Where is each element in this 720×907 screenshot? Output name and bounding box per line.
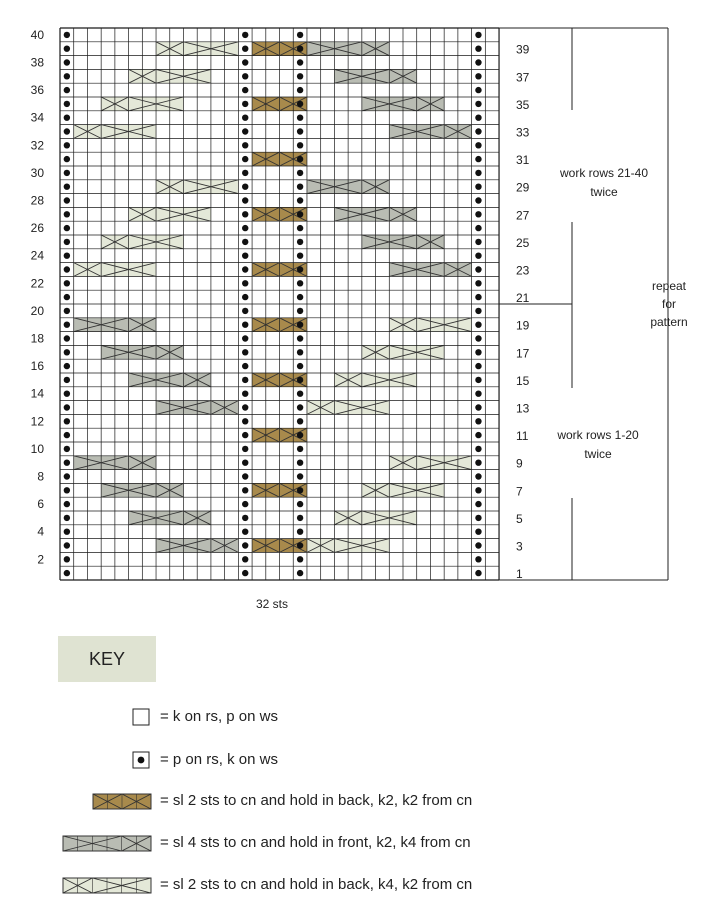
purl-dot [242,184,248,190]
purl-dot [475,280,481,286]
purl-dot [475,184,481,190]
purl-dot [475,32,481,38]
purl-dot [64,432,70,438]
purl-dot [297,266,303,272]
row-label-right: 7 [516,484,523,499]
purl-dot [64,570,70,576]
purl-dot [242,59,248,65]
row-label-left: 38 [30,55,44,70]
purl-dot [297,391,303,397]
row-label-left: 2 [37,552,44,567]
row-label-right: 5 [516,511,523,526]
purl-dot [64,73,70,79]
purl-dot [475,446,481,452]
legend-symbol-wrap [92,792,152,810]
purl-dot [475,59,481,65]
purl-dot [297,377,303,383]
purl-dot [242,101,248,107]
purl-dot [297,73,303,79]
purl-dot [64,156,70,162]
row-label-right: 27 [516,208,530,223]
purl-dot [475,170,481,176]
row-label-left: 8 [37,469,44,484]
purl-dot [64,101,70,107]
row-label-right: 35 [516,97,530,112]
purl-dot [64,377,70,383]
legend-text: = p on rs, k on ws [160,751,278,768]
purl-dot [242,46,248,52]
purl-dot [475,377,481,383]
purl-dot [297,294,303,300]
purl-dot [297,542,303,548]
purl-dot [297,418,303,424]
purl-dot [297,239,303,245]
purl-dot [242,487,248,493]
legend-symbol-knit [132,708,152,728]
purl-dot [475,432,481,438]
legend-symbol-c4b [92,792,152,812]
legend-item-purl [0,747,720,773]
purl-dot [64,418,70,424]
purl-dot [475,418,481,424]
purl-dot [64,335,70,341]
purl-dot [64,446,70,452]
purl-dot [64,32,70,38]
purl-dot [475,142,481,148]
purl-dot [242,142,248,148]
legend-item-c4b [0,788,720,814]
purl-dot [297,322,303,328]
purl-dot [64,211,70,217]
row-label-left: 16 [30,359,44,374]
purl-dot [297,460,303,466]
legend-symbol-c6b [62,876,152,896]
purl-dot [64,556,70,562]
purl-dot [475,211,481,217]
row-label-right: 13 [516,401,530,416]
row-label-left: 4 [37,524,44,539]
purl-dot [297,280,303,286]
purl-dot [297,529,303,535]
purl-dot [242,73,248,79]
purl-dot [297,170,303,176]
purl-dot [242,322,248,328]
legend-text: = sl 2 sts to cn and hold in back, k2, k2 from cn [160,792,473,809]
purl-dot [64,391,70,397]
purl-dot [64,322,70,328]
purl-dot [64,501,70,507]
purl-dot [242,87,248,93]
purl-dot [297,404,303,410]
purl-dot [64,197,70,203]
purl-dot [242,515,248,521]
purl-dot [64,128,70,134]
purl-dot [242,363,248,369]
purl-dot [242,542,248,548]
purl-dot [242,294,248,300]
row-label-right: 15 [516,373,530,388]
purl-dot [242,556,248,562]
purl-dot [475,87,481,93]
purl-dot [242,391,248,397]
purl-dot [475,515,481,521]
purl-dot [64,404,70,410]
row-label-left: 28 [30,193,44,208]
purl-dot [64,473,70,479]
purl-dot [64,363,70,369]
purl-dot [64,253,70,259]
row-label-left: 36 [30,83,44,98]
purl-dot [297,128,303,134]
legend-text: = k on rs, p on ws [160,708,278,725]
legend-symbol-wrap [62,834,152,852]
purl-dot [475,101,481,107]
purl-dot [242,501,248,507]
row-label-right: 19 [516,318,530,333]
purl-dot [297,142,303,148]
purl-dot [475,349,481,355]
row-label-right: 11 [516,429,529,444]
purl-dot [297,349,303,355]
purl-dot [64,115,70,121]
purl-dot [242,239,248,245]
annotation-repeat: pattern [650,315,688,329]
purl-dot [297,156,303,162]
purl-dot [64,46,70,52]
purl-dot [242,460,248,466]
row-label-right: 9 [516,456,523,471]
purl-dot [242,156,248,162]
row-label-right: 1 [516,567,523,582]
purl-dot [297,515,303,521]
purl-dot [297,59,303,65]
purl-dot [242,197,248,203]
purl-dot [242,115,248,121]
row-label-left: 24 [30,248,44,263]
annotation-repeat: repeat [651,279,687,293]
purl-dot [297,225,303,231]
purl-dot [475,335,481,341]
purl-dot [297,335,303,341]
row-label-left: 34 [30,110,44,125]
purl-dot [64,266,70,272]
row-label-right: 3 [516,539,523,554]
purl-dot [242,225,248,231]
row-label-left: 18 [30,331,44,346]
annotation-lower: work rows 1-20 [557,428,639,442]
purl-dot [64,184,70,190]
purl-dot [475,487,481,493]
purl-dot [475,363,481,369]
legend-symbol-wrap [132,751,152,769]
legend-purl-dot [138,757,145,764]
row-label-left: 12 [30,414,44,429]
purl-dot [242,335,248,341]
purl-dot [242,170,248,176]
purl-dot [475,556,481,562]
purl-dot [475,253,481,259]
purl-dot [64,170,70,176]
legend-text: = sl 4 sts to cn and hold in front, k2, k4 from cn [160,834,471,851]
purl-dot [64,487,70,493]
purl-dot [297,115,303,121]
row-label-right: 39 [516,42,530,57]
purl-dot [297,211,303,217]
row-label-left: 10 [30,441,44,456]
purl-dot [297,46,303,52]
purl-dot [64,142,70,148]
row-label-right: 25 [516,235,530,250]
stitch-count-label: 32 sts [255,597,289,611]
purl-dot [475,225,481,231]
purl-dot [475,529,481,535]
row-label-right: 37 [516,70,530,85]
purl-dot [64,294,70,300]
legend-symbol-purl [132,751,152,771]
purl-dot [297,87,303,93]
purl-dot [475,156,481,162]
purl-dot [297,487,303,493]
row-label-left: 6 [37,497,44,512]
row-label-left: 30 [30,165,44,180]
purl-dot [475,73,481,79]
legend-text: = sl 2 sts to cn and hold in back, k4, k2 from cn [160,876,473,893]
legend-item-knit [0,704,720,730]
purl-dot [475,570,481,576]
purl-dot [64,529,70,535]
purl-dot [64,308,70,314]
purl-dot [297,184,303,190]
purl-dot [475,460,481,466]
purl-dot [242,308,248,314]
purl-dot [64,87,70,93]
purl-dot [64,460,70,466]
purl-dot [297,32,303,38]
purl-dot [242,253,248,259]
purl-dot [297,473,303,479]
purl-dot [475,542,481,548]
legend-symbol-wrap [62,876,152,894]
row-label-left: 26 [30,221,44,236]
purl-dot [475,266,481,272]
row-label-right: 33 [516,125,530,140]
purl-dot [297,308,303,314]
purl-dot [242,473,248,479]
purl-dot [242,128,248,134]
purl-dot [475,404,481,410]
legend-item-c6f [0,830,720,856]
purl-dot [242,446,248,452]
purl-dot [64,59,70,65]
row-label-right: 29 [516,180,530,195]
purl-dot [297,432,303,438]
purl-dot [475,115,481,121]
purl-dot [475,294,481,300]
purl-dot [242,529,248,535]
row-label-left: 14 [30,386,44,401]
annotation-upper: twice [590,185,618,199]
purl-dot [64,349,70,355]
purl-dot [475,239,481,245]
purl-dot [475,46,481,52]
purl-dot [242,211,248,217]
annotation-repeat: for [661,297,677,311]
legend-item-c6b [0,872,720,898]
row-label-left: 32 [30,138,44,153]
key-title: KEY [88,648,126,669]
purl-dot [64,239,70,245]
row-label-left: 40 [30,27,44,42]
purl-dot [475,322,481,328]
purl-dot [475,391,481,397]
row-label-right: 21 [516,291,530,306]
purl-dot [242,266,248,272]
key-title-box [58,636,156,682]
purl-dot [242,349,248,355]
purl-dot [242,432,248,438]
purl-dot [297,556,303,562]
purl-dot [297,101,303,107]
purl-dot [64,515,70,521]
legend-symbol-wrap [132,708,152,726]
purl-dot [64,542,70,548]
purl-dot [297,253,303,259]
purl-dot [242,418,248,424]
purl-dot [242,32,248,38]
annotation-upper: work rows 21-40 [559,166,649,180]
purl-dot [242,377,248,383]
row-label-left: 22 [30,276,44,291]
row-label-right: 23 [516,263,530,278]
purl-dot [297,197,303,203]
legend-symbol-c6f [62,834,152,854]
purl-dot [297,501,303,507]
purl-dot [297,570,303,576]
purl-dot [475,473,481,479]
purl-dot [242,404,248,410]
purl-dot [64,280,70,286]
legend-cell [133,709,149,725]
purl-dot [297,446,303,452]
purl-dot [475,501,481,507]
purl-dot [242,280,248,286]
row-label-left: 20 [30,303,44,318]
purl-dot [242,570,248,576]
purl-dot [64,225,70,231]
row-label-right: 31 [516,153,530,168]
purl-dot [475,197,481,203]
annotation-lower: twice [584,447,612,461]
row-label-right: 17 [516,346,530,361]
purl-dot [475,128,481,134]
purl-dot [297,363,303,369]
purl-dot [475,308,481,314]
